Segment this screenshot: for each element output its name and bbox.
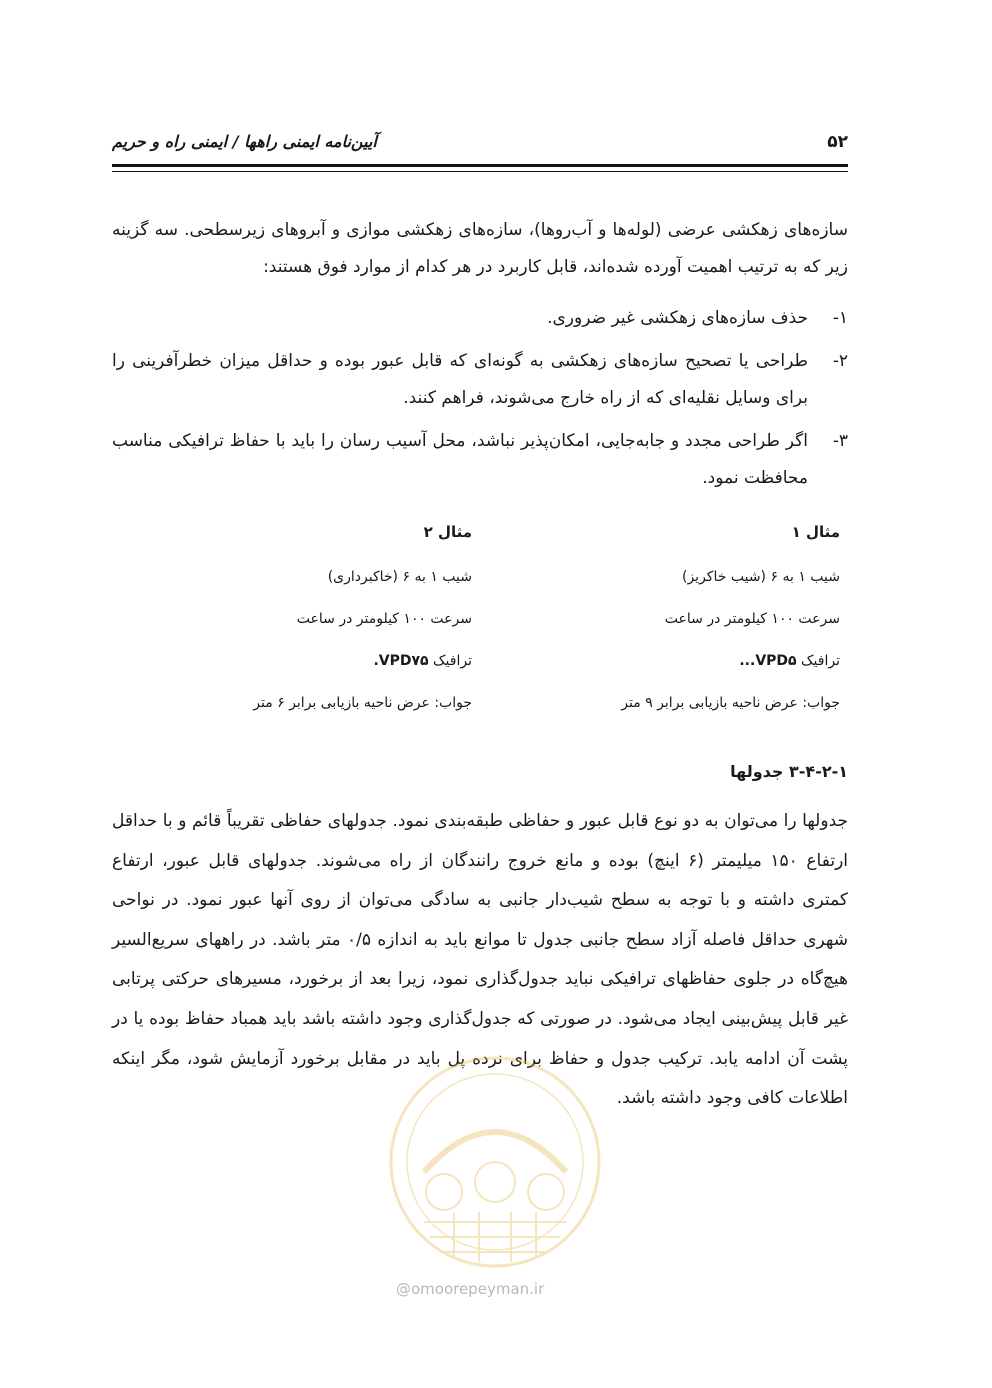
watermark-text: @omoorepeyman.ir bbox=[396, 1280, 545, 1298]
list-item-text: اگر طراحی مجدد و جابه‌جایی، امکان‌پذیر نباشد، محل آسیب رسان را باید با حفاظ ترافیکی مناسب محافظت نمود. bbox=[112, 431, 808, 488]
list-item bbox=[112, 423, 848, 497]
example-answer: جواب: عرض ناحیه بازیابی برابر ۹ متر bbox=[621, 695, 840, 711]
example-traffic-value: VPD۵... bbox=[739, 653, 797, 669]
example-title: مثال ۱ bbox=[791, 523, 840, 541]
section-body: جدولها را می‌توان به دو نوع قابل عبور و حفاظی طبقه‌بندی نمود. جدولهای حفاظی تقریباً قائم و با حداقل ارتفاع ۱۵۰ میلیمتر (۶ اینچ) بوده و مانع خروج رانندگان از راه می‌شوند. جدولهای قابل عبور، ارتفاع کمتری داشته و با توجه به سطح شیب‌دار جانبی به سادگی می‌توان از روی آنها عبور نمود. در نواحی شهری حداقل فاصله آزاد سطح جانبی جدول تا موانع باید به اندازه ۰/۵ متر باشد. در راههای سریع‌السیر هیچ‌گاه در جلوی حفاظهای ترافیکی نباید جدول‌گذاری نمود، زیرا بعد از برخورد، مسیرهای حرکتی پرتابی غیر قابل پیش‌بینی ایجاد می‌شود. در صورتی که جدول‌گذاری وجود داشته باشد باید همباد حفاظ بوده یا در پشت آن ادامه یابد. ترکیب جدول و حفاظ برای نرده پل باید در مقابل برخورد آزمایش شود، مگر اینکه اطلاعات کافی وجود داشته باشد. bbox=[112, 811, 848, 1109]
example-answer: جواب: عرض ناحیه بازیابی برابر ۶ متر bbox=[253, 695, 472, 711]
list-item-text: حذف سازه‌های زهکشی غیر ضروری. bbox=[547, 308, 808, 328]
header-rule-thin bbox=[112, 171, 848, 172]
example-2 bbox=[132, 518, 472, 734]
page-header bbox=[112, 128, 848, 158]
example-title: مثال ۲ bbox=[423, 523, 472, 541]
list-item-text: طراحی یا تصحیح سازه‌های زهکشی به گونه‌ای که قابل عبور بوده و حداقل میزان خطرآفرینی را برای وسایل نقلیه‌ای که از راه خارج می‌شوند، فراهم کنند. bbox=[112, 351, 808, 408]
example-1 bbox=[500, 518, 840, 734]
list-item bbox=[112, 343, 848, 417]
list-item-number: ۲- bbox=[832, 351, 848, 371]
list-item-number: ۱- bbox=[832, 308, 848, 328]
watermark-logo-icon bbox=[384, 1052, 606, 1292]
running-title: آیین‌نامه ایمنی راهها / ایمنی راه و حریم bbox=[112, 132, 377, 151]
example-slope: شیب ۱ به ۶ (شیب خاکریز) bbox=[682, 569, 840, 585]
example-speed: سرعت ۱۰۰ کیلومتر در ساعت bbox=[296, 611, 472, 627]
example-traffic bbox=[500, 650, 840, 672]
header-rule-thick bbox=[112, 164, 848, 167]
intro-paragraph: سازه‌های زهکشی عرضی (لوله‌ها و آب‌روها)، سازه‌های زهکشی موازی و آبروهای زیرسطحی. سه گزینه زیر که به ترتیب اهمیت آورده شده‌اند، قابل کاربرد در هر کدام از موارد فوق هستند: bbox=[112, 220, 848, 277]
example-traffic-label: ترافیک bbox=[428, 653, 472, 669]
list-item bbox=[112, 300, 848, 337]
example-traffic-value: VPD۷۵. bbox=[373, 653, 429, 669]
list-item-number: ۳- bbox=[832, 431, 848, 451]
section-heading: ۳-۴-۲-۱ جدولها bbox=[730, 762, 848, 781]
options-list bbox=[112, 300, 848, 503]
example-speed: سرعت ۱۰۰ کیلومتر در ساعت bbox=[664, 611, 840, 627]
example-traffic-label: ترافیک bbox=[796, 653, 840, 669]
example-slope: شیب ۱ به ۶ (خاکبرداری) bbox=[327, 569, 472, 585]
example-traffic bbox=[132, 650, 472, 672]
page-number: ۵۲ bbox=[827, 132, 848, 152]
